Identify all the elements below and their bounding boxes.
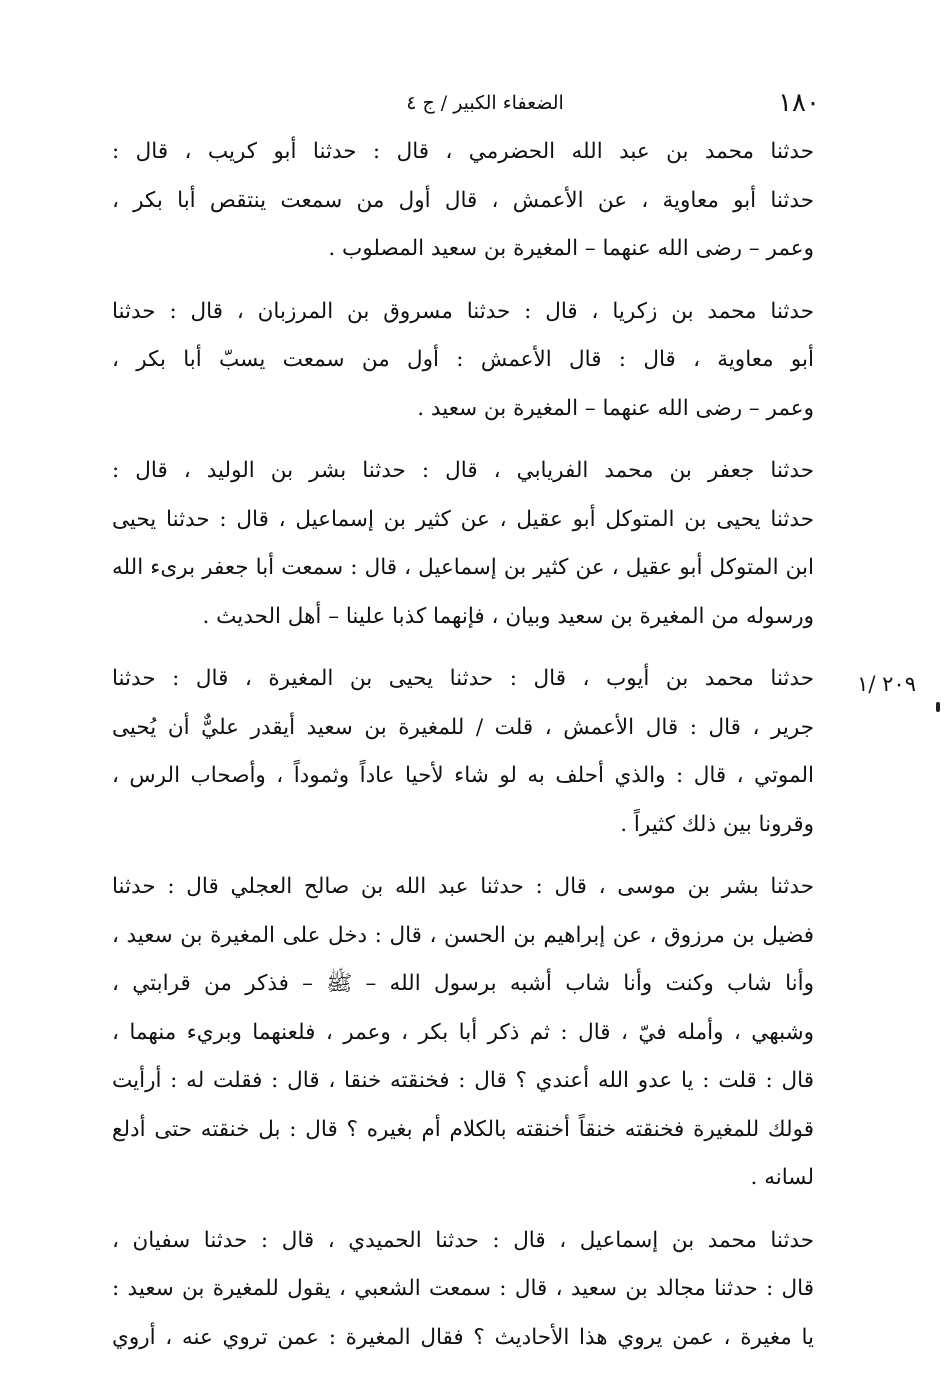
- running-title: الضعفاء الكبير / ج ٤: [406, 92, 564, 114]
- text-line: ورسوله من المغيرة بن سعيد وبيان ، فإنهما كذبا علينا – أهل الحديث .: [202, 603, 814, 629]
- text-line: قال : قلت : يا عدو الله أعندي ؟ قال : فخنقته خنقا ، قال : فقلت له : أرأيت: [112, 1068, 814, 1093]
- page-header: [120, 88, 820, 124]
- paragraph-3: [112, 447, 814, 641]
- paragraph-4: [112, 655, 814, 849]
- text-line: قولك للمغيرة فخنقته خنقاً أخنقته بالكلام أم بغيره ؟ قال : بل خنقته حتى أدلع: [112, 1116, 814, 1142]
- text-line: حدثنا محمد بن أيوب ، قال : حدثنا يحيى بن المغيرة ، قال : حدثنا: [112, 666, 814, 691]
- text-line: جرير ، قال : قال الأعمش ، قلت / للمغيرة بن سعيد أيقدر عليٌّ أن يُحيى: [112, 714, 814, 740]
- paragraph-6: [112, 1217, 814, 1363]
- text-line: وقرونا بين ذلك كثيراً .: [620, 811, 814, 837]
- text-line: حدثنا أبو معاوية ، عن الأعمش ، قال أول من سمعت ينتقص أبا بكر ،: [112, 187, 814, 213]
- text-line: حدثنا محمد بن زكريا ، قال : حدثنا مسروق بن المرزبان ، قال : حدثنا: [112, 298, 814, 324]
- page-number: ١٨٠: [778, 88, 820, 118]
- text-line: ابن المتوكل أبو عقيل ، عن كثير بن إسماعيل ، قال : سمعت أبا جعفر برىء الله: [112, 555, 814, 580]
- text-line: وعمر – رضى الله عنهما – المغيرة بن سعيد .: [417, 395, 814, 421]
- text-line: الموتي ، قال : والذي أحلف به لو شاء لأحيا عاداً وثموداً ، وأصحاب الرس ،: [112, 763, 814, 788]
- paragraph-2: [112, 288, 814, 434]
- text-line: يا مغيرة ، عمن يروي هذا الأحاديث ؟ فقال المغيرة : عمن تروي عنه ، أروي: [112, 1324, 814, 1350]
- text-line: قال : حدثنا مجالد بن سعيد ، قال : سمعت الشعبي ، يقول للمغيرة بن سعيد :: [112, 1276, 814, 1301]
- text-line: أبو معاوية ، قال : قال الأعمش : أول من سمعت يسبّ أبا بكر ،: [112, 347, 814, 372]
- scan-edge-mark: [936, 702, 940, 712]
- margin-folio-note: ٢٠٩ /١: [857, 672, 916, 696]
- text-line: وشبهي ، وأمله فيّ ، قال : ثم ذكر أبا بكر ، وعمر ، فلعنهما وبريء منهما ،: [112, 1019, 814, 1045]
- text-line: حدثنا محمد بن عبد الله الحضرمي ، قال : حدثنا أبو كريب ، قال :: [112, 139, 814, 164]
- text-line: لسانه .: [750, 1165, 814, 1190]
- text-line: حدثنا محمد بن إسماعيل ، قال : حدثنا الحميدي ، قال : حدثنا سفيان ،: [112, 1227, 814, 1253]
- text-line: حدثنا يحيى بن المتوكل أبو عقيل ، عن كثير بن إسماعيل ، قال : حدثنا يحيى: [112, 506, 814, 532]
- text-line: وأنا شاب وكنت وأنا شاب أشبه برسول الله – ﷺ – فذكر من قرابتي ،: [112, 971, 814, 996]
- text-body: [112, 128, 814, 1376]
- text-line: حدثنا بشر بن موسى ، قال : حدثنا عبد الله بن صالح العجلي قال : حدثنا: [112, 874, 814, 899]
- text-line: حدثنا جعفر بن محمد الفريابي ، قال : حدثنا بشر بن الوليد ، قال :: [112, 458, 814, 483]
- paragraph-1: [112, 128, 814, 274]
- text-line: فضيل بن مرزوق ، عن إبراهيم بن الحسن ، قال : دخل على المغيرة بن سعيد ،: [112, 922, 814, 948]
- paragraph-5: [112, 863, 814, 1203]
- text-line: وعمر – رضى الله عنهما – المغيرة بن سعيد المصلوب .: [328, 236, 814, 261]
